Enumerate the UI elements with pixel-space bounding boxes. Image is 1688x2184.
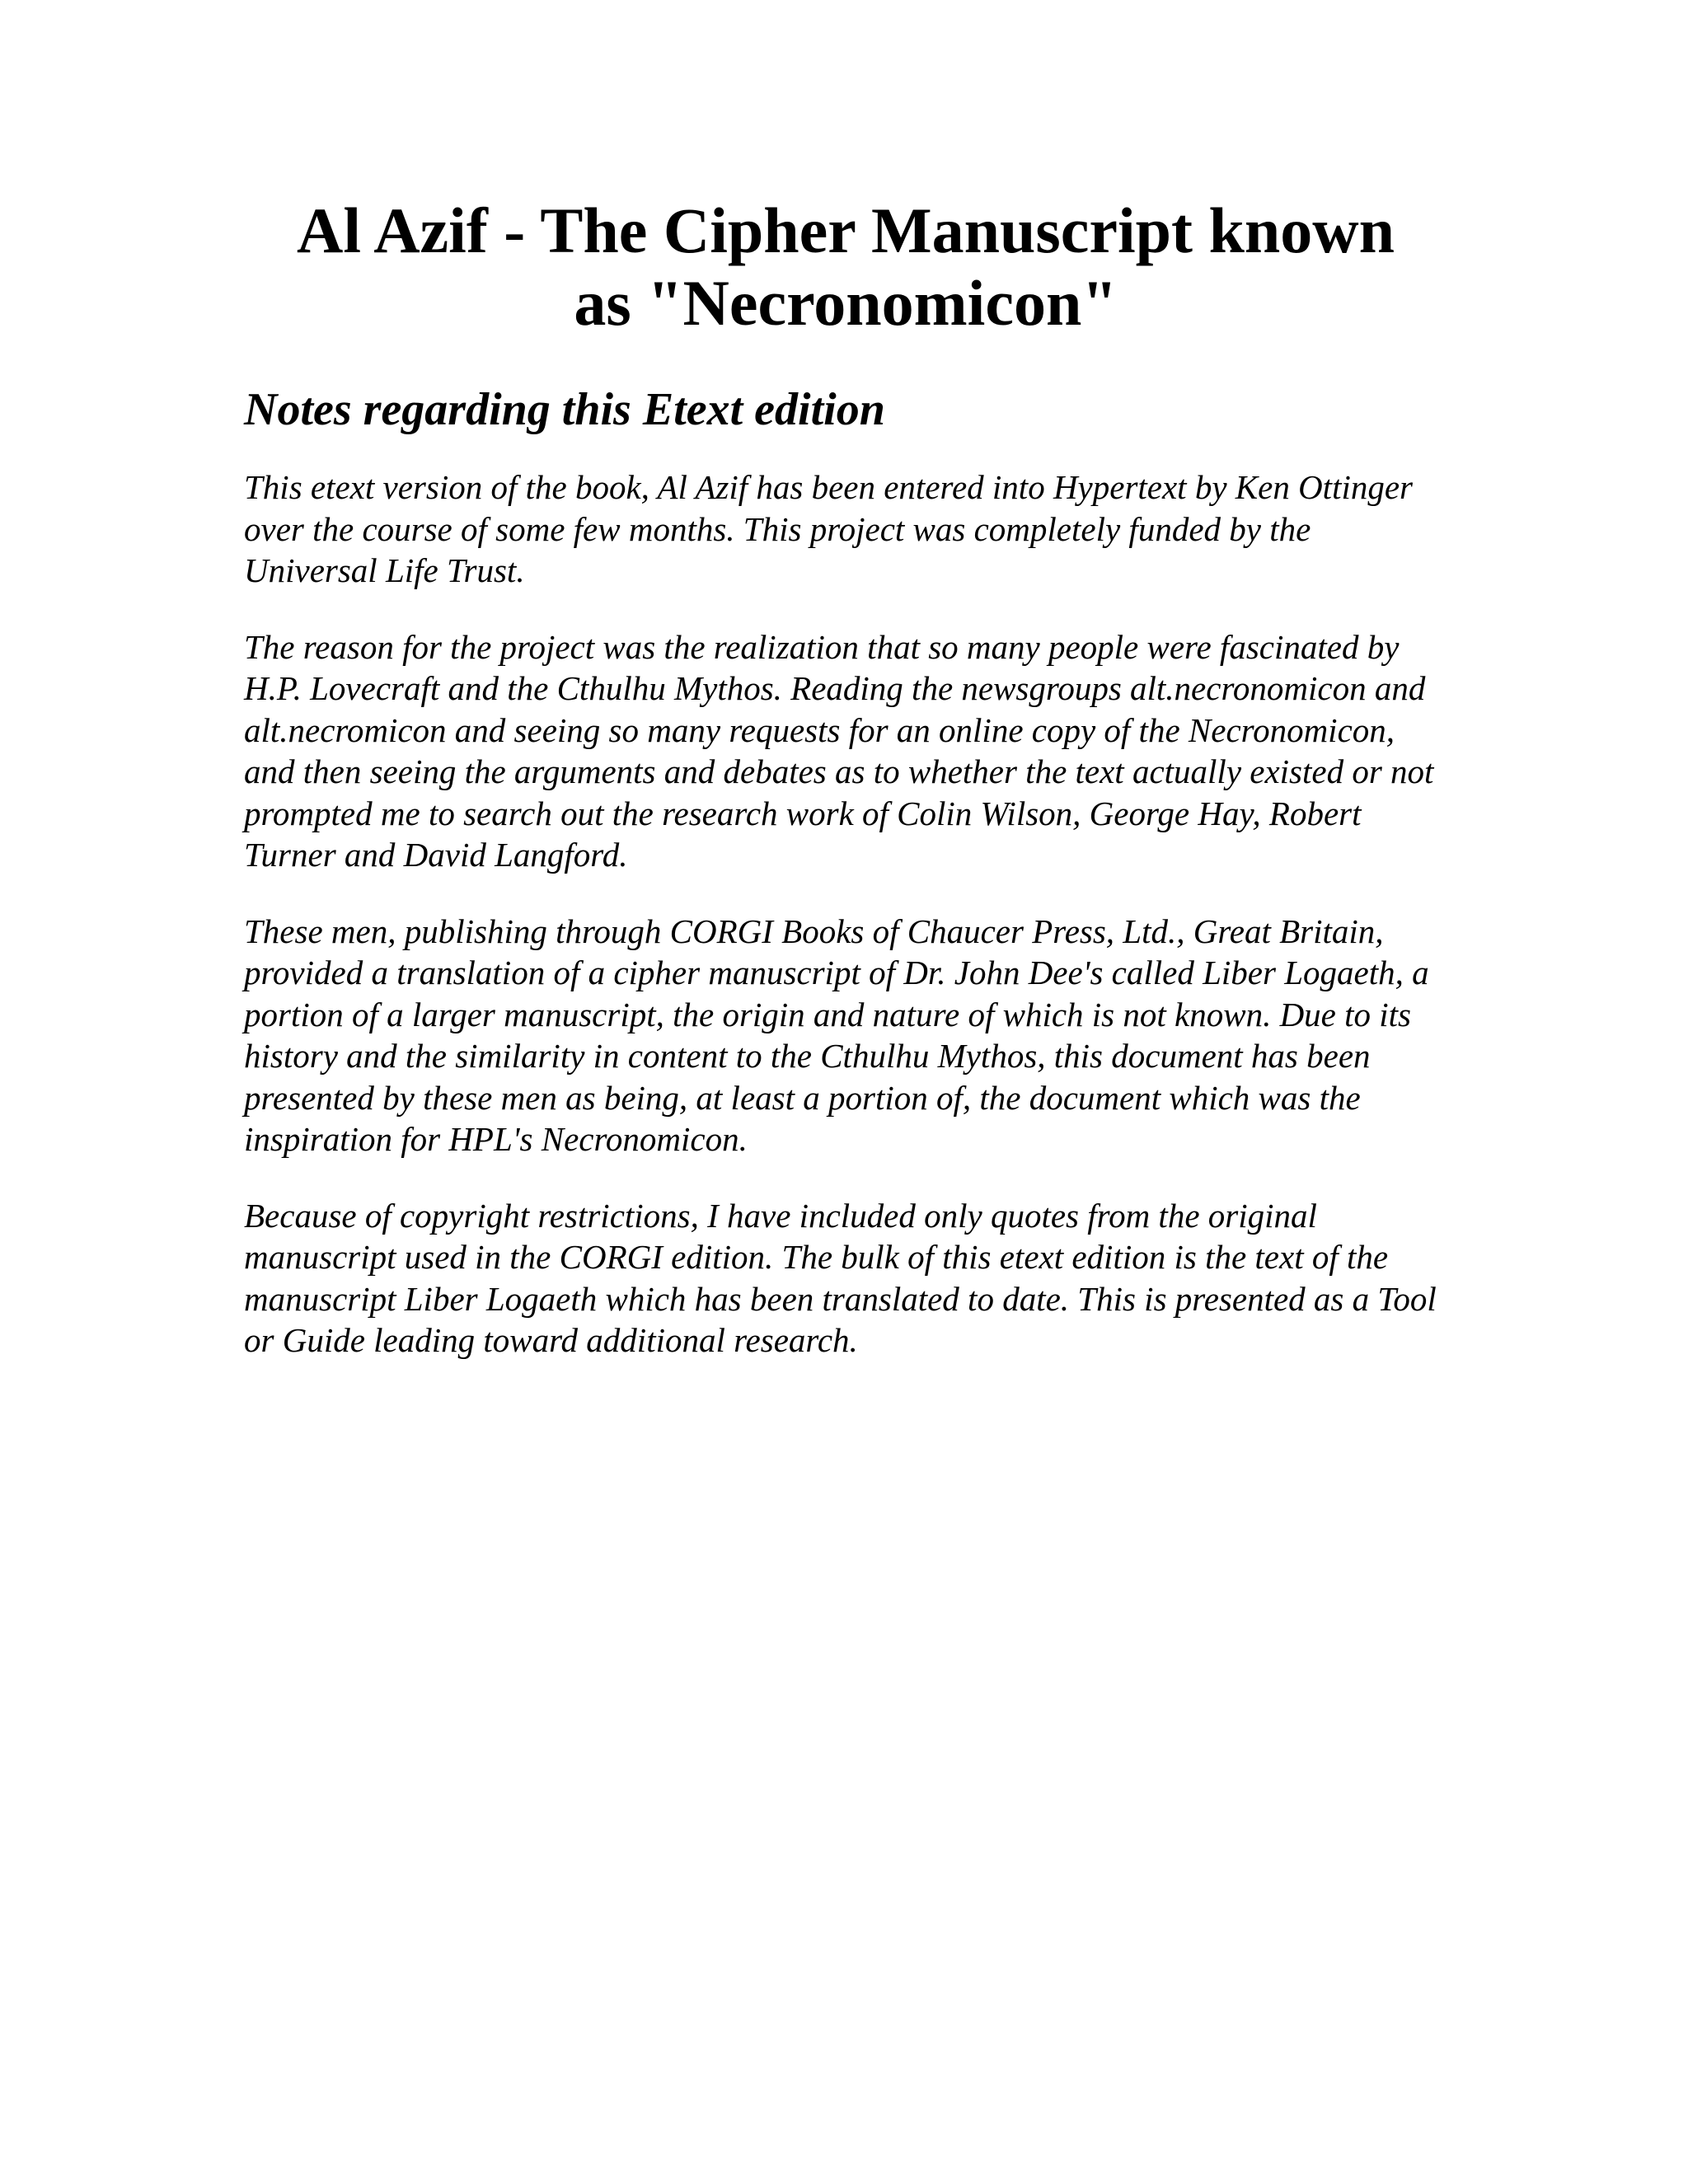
document-page xyxy=(244,194,1447,1361)
title-line-2: as "Necronomicon" xyxy=(574,267,1118,339)
paragraph-4: Because of copyright restrictions, I have included only quotes from the original manuscript used in the CORGI edition. The bulk of this etext edition is the text of the manuscript Liber Logaeth which has been translated to date. This is presented as a Tool or Guide leading toward additional research. xyxy=(244,1196,1437,1359)
document-title xyxy=(244,194,1447,340)
paragraph-2: The reason for the project was the realization that so many people were fascinated by H.P. Lovecraft and the Cthulhu Mythos. Reading the newsgroups alt.necronomicon and alt.necromicon and seeing so many requests for an online copy of the Necronomicon, and then seeing the arguments and debates as to whether the text actually existed or not prompted me to search out the research work of Colin Wilson, George Hay, Robert Turner and David Langford. xyxy=(244,627,1434,874)
title-line-1: Al Azif - The Cipher Manuscript known xyxy=(297,194,1395,266)
section-heading: Notes regarding this Etext edition xyxy=(244,384,885,435)
paragraph-3: These men, publishing through CORGI Books of Chaucer Press, Ltd., Great Britain, provided a translation of a cipher manuscript of Dr. John Dee's called Liber Logaeth, a portion of a larger manuscript, the origin and nature of which is not known. Due to its history and the similarity in content to the Cthulhu Mythos, this document has been presented by these men as being, at least a portion of, the document which was the inspiration for HPL's Necronomicon. xyxy=(244,912,1429,1158)
paragraph-1: This etext version of the book, Al Azif has been entered into Hypertext by Ken Ottinger over the course of some few months. This project was completely funded by the Universal Life Trust. xyxy=(244,468,1414,589)
